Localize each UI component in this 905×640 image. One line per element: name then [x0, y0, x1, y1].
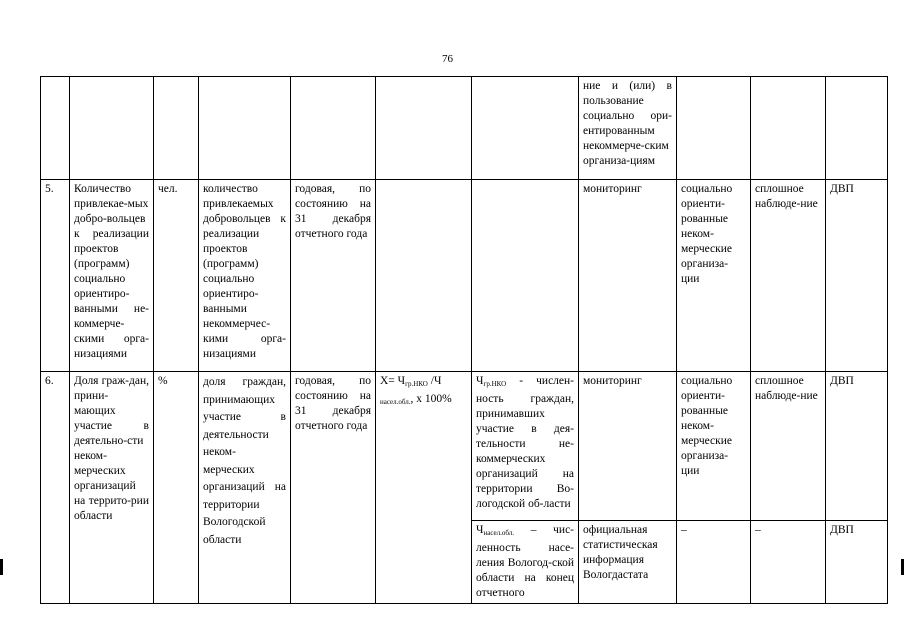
- cell-empty: [472, 77, 579, 180]
- formula-component-2: [472, 521, 579, 604]
- unit: чел.: [154, 180, 199, 372]
- row-number: 6.: [41, 372, 70, 604]
- row-number: 5.: [41, 180, 70, 372]
- formula-divider: /Ч: [427, 375, 442, 387]
- formula-subscript-2: насел.обл.: [380, 398, 411, 406]
- indicator-definition: количество привлекаемых добровольцев к реализации проектов (программ) социально ориентиро-ванными некоммерчес-кими орга-низациями: [199, 180, 291, 372]
- continuation-methods-text: ние и (или) в пользование социально ори-ентированным некоммерче-ским организа-циям: [579, 77, 677, 180]
- responsible-body: ДВП: [826, 180, 888, 372]
- observation-subjects: социально ориенти-рованные неком-мерческие организа-ции: [677, 180, 751, 372]
- periodicity: годовая, по состоянию на 31 декабря отчетного года: [291, 180, 376, 372]
- observation-coverage: сплошное наблюде-ние: [751, 180, 826, 372]
- formula-tail: , x 100%: [410, 393, 452, 405]
- observation-coverage: сплошное наблюде-ние: [751, 372, 826, 521]
- table-row-6: [41, 372, 888, 521]
- cell-empty: [677, 77, 751, 180]
- formula: [376, 180, 472, 372]
- indicator-table: [40, 76, 888, 604]
- collection-method: официальная статистическая информация Вологдастата: [579, 521, 677, 604]
- cell-empty: [291, 77, 376, 180]
- periodicity: годовая, по состоянию на 31 декабря отчетного года: [291, 372, 376, 604]
- formula-component-1: [472, 372, 579, 521]
- collection-method: мониторинг: [579, 372, 677, 521]
- observation-subjects: социально ориенти-рованные неком-мерческие организа-ции: [677, 372, 751, 521]
- table-row-5: [41, 180, 888, 372]
- cell-empty: [826, 77, 888, 180]
- formula: [376, 372, 472, 604]
- cell-empty: [70, 77, 154, 180]
- component-text: - числен-ность граждан, принимавших участие в дея-тельности не-коммерческих организаций на территории Во-логодской об-ласти: [476, 375, 574, 510]
- observation-coverage: –: [751, 521, 826, 604]
- indicator-definition: доля граждан, принимающих участие в деятельности неком-мерческих организаций на территории Вологодской области: [199, 372, 291, 604]
- cell-empty: [199, 77, 291, 180]
- component-text: – чис-ленность насе-ления Вологод-ской области на конец отчетного: [476, 524, 574, 599]
- indicator-name: Количество привлекае-мых добро-вольцев к реализации проектов (программ) социально ориентиро-ванными не-коммерче-скими орга-низациями: [70, 180, 154, 372]
- page-number: 76: [442, 53, 453, 65]
- component-subscript: гр.НКО: [483, 380, 507, 388]
- cell-empty: [376, 77, 472, 180]
- formula-main: X= Ч: [380, 375, 406, 387]
- indicator-name: Доля граж-дан, прини-мающих участие в деятельно-сти неком-мерческих организаций на террито-рии области: [70, 372, 154, 604]
- collection-method: мониторинг: [579, 180, 677, 372]
- continuation-row: [41, 77, 888, 180]
- cell-empty: [751, 77, 826, 180]
- unit: %: [154, 372, 199, 604]
- formula-subscript-1: гр.НКО: [405, 380, 428, 388]
- component-symbol: Ч: [476, 375, 484, 387]
- cell-empty: [41, 77, 70, 180]
- left-scan-mark: [0, 559, 3, 575]
- right-scan-mark: [901, 559, 904, 575]
- observation-subjects: –: [677, 521, 751, 604]
- formula-components: [472, 180, 579, 372]
- cell-empty: [154, 77, 199, 180]
- responsible-body: ДВП: [826, 521, 888, 604]
- responsible-body: ДВП: [826, 372, 888, 521]
- component-subscript: насел.обл.: [483, 529, 515, 537]
- component-symbol: Ч: [476, 524, 484, 536]
